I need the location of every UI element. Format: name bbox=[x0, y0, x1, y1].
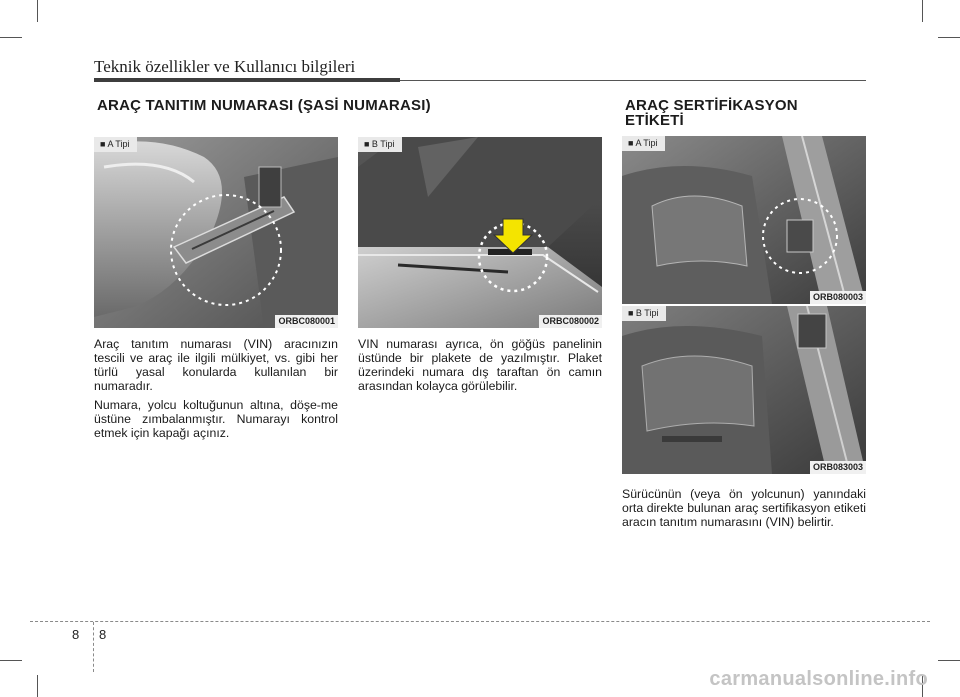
figure-tag: ■ B Tipi bbox=[358, 137, 402, 152]
windshield-illustration bbox=[358, 137, 602, 328]
figure-windshield-vin bbox=[358, 137, 602, 328]
figure-pillar-label-b bbox=[622, 306, 866, 474]
vin-plate-description-column bbox=[358, 337, 602, 398]
cert-section-title-line2: ETİKETİ bbox=[625, 112, 684, 129]
figure-seat-floor-vin bbox=[94, 137, 338, 328]
seat-floor-illustration bbox=[94, 137, 338, 328]
paragraph: Numara, yolcu koltuğunun altına, döşe-me üstüne zımbalanmıştır. Numarayı kontrol etmek için kapağı açınız. bbox=[94, 398, 338, 440]
vin-section-title: ARAÇ TANITIM NUMARASI (ŞASİ NUMARASI) bbox=[97, 97, 431, 114]
crop-mark bbox=[37, 675, 38, 697]
running-header: Teknik özellikler ve Kullanıcı bilgileri bbox=[94, 57, 356, 76]
figure-tag: ■ B Tipi bbox=[622, 306, 666, 321]
crop-mark bbox=[0, 660, 22, 661]
cert-label-description-column bbox=[622, 487, 866, 534]
crop-mark bbox=[922, 0, 923, 22]
figure-code: ORB080003 bbox=[810, 291, 866, 304]
pillar-a-illustration bbox=[622, 136, 866, 304]
header-rule-light bbox=[400, 80, 866, 81]
pillar-b-illustration bbox=[622, 306, 866, 474]
figure-code: ORB083003 bbox=[810, 461, 866, 474]
paragraph: VIN numarası ayrıca, ön göğüs panelinin üstünde bir plakete de yazılmıştır. Plaket üzerindeki numara dış taraftan ön camın arasından kolayca görülebilir. bbox=[358, 337, 602, 393]
paragraph: Araç tanıtım numarası (VIN) aracınızın tescili ve araç ile ilgili mülkiyet, vs. gibi her türlü yasal konularda kullanılan bir numaradır. bbox=[94, 337, 338, 393]
figure-tag: ■ A Tipi bbox=[622, 136, 665, 151]
figure-code: ORBC080001 bbox=[275, 315, 338, 328]
watermark-text: carmanualsonline.info bbox=[709, 668, 928, 690]
figure-pillar-label-a bbox=[622, 136, 866, 304]
crop-mark bbox=[0, 37, 22, 38]
crop-mark bbox=[37, 0, 38, 22]
footer-dashed-divider bbox=[93, 622, 94, 672]
paragraph: Sürücünün (veya ön yolcunun) yanındaki orta direkte bulunan araç sertifikasyon etiketi aracın tanıtım numarasını (VIN) belirtir. bbox=[622, 487, 866, 529]
crop-mark bbox=[938, 660, 960, 661]
figure-code: ORBC080002 bbox=[539, 315, 602, 328]
footer-dashed-rule bbox=[30, 621, 930, 622]
chapter-number: 8 bbox=[72, 627, 80, 642]
crop-mark bbox=[938, 37, 960, 38]
page-number: 8 bbox=[99, 627, 107, 642]
vin-description-column bbox=[94, 337, 338, 445]
header-rule-dark bbox=[94, 78, 400, 82]
figure-tag: ■ A Tipi bbox=[94, 137, 137, 152]
cert-section-title-line1: ARAÇ SERTİFİKASYON bbox=[625, 97, 798, 114]
